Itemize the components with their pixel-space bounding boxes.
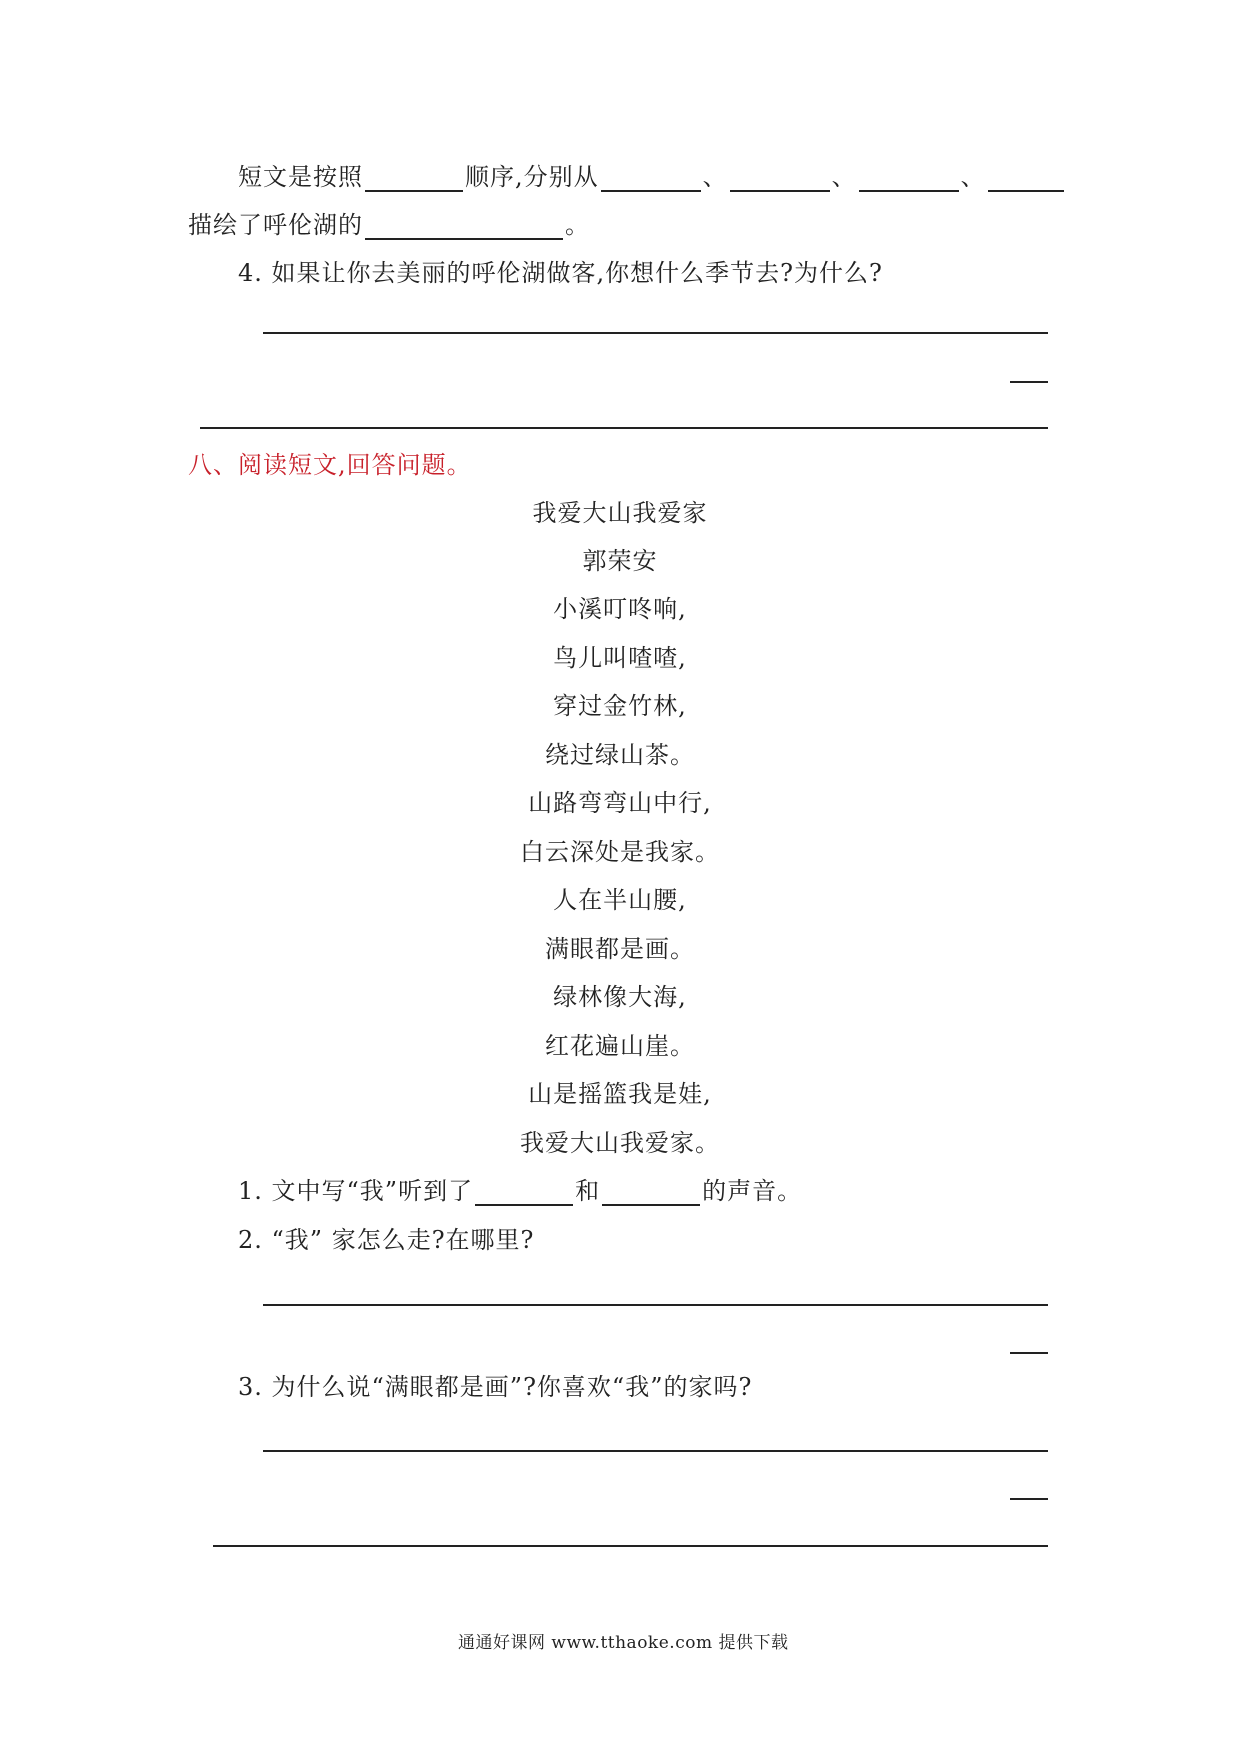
q1-text-b: 和 xyxy=(575,1177,601,1205)
separator: 、 xyxy=(960,163,986,191)
answer-line[interactable] xyxy=(263,332,1048,334)
answer-blank[interactable] xyxy=(365,212,563,240)
footer-credit: 通通好课网 www.tthaoke.com 提供下载 xyxy=(458,1633,789,1653)
poem-line: 满眼都是画。 xyxy=(545,935,695,963)
answer-blank[interactable] xyxy=(988,164,1064,192)
poem-line: 绕过绿山茶。 xyxy=(545,741,695,769)
poem-author: 郭荣安 xyxy=(582,547,658,575)
question-2: 2. “我” 家怎么走?在哪里? xyxy=(238,1226,535,1254)
answer-line-end[interactable] xyxy=(1010,1352,1048,1354)
question-1 xyxy=(238,1176,802,1206)
section-divider xyxy=(200,427,1048,429)
poem-line: 我爱大山我爱家。 xyxy=(520,1129,720,1157)
q3-text-end: 。 xyxy=(565,211,590,239)
separator: 、 xyxy=(831,163,857,191)
separator: 、 xyxy=(702,163,728,191)
answer-blank[interactable] xyxy=(365,164,463,192)
answer-blank[interactable] xyxy=(475,1178,573,1206)
q3-text-b: 顺序,分别从 xyxy=(465,163,599,191)
poem-line: 小溪叮咚响, xyxy=(553,595,687,623)
q3-fill-line-1 xyxy=(238,162,1066,192)
poem-line: 山路弯弯山中行, xyxy=(528,789,712,817)
question-4: 4. 如果让你去美丽的呼伦湖做客,你想什么季节去?为什么? xyxy=(238,259,883,287)
poem-title: 我爱大山我爱家 xyxy=(532,499,708,527)
q3-text-c: 描绘了呼伦湖的 xyxy=(188,211,363,239)
poem-line: 穿过金竹林, xyxy=(553,692,687,720)
answer-line[interactable] xyxy=(263,1450,1048,1452)
poem-line: 白云深处是我家。 xyxy=(520,838,720,866)
answer-line[interactable] xyxy=(213,1545,1048,1547)
answer-blank[interactable] xyxy=(602,1178,700,1206)
q3-fill-line-2 xyxy=(188,210,590,240)
answer-line[interactable] xyxy=(263,1304,1048,1306)
question-3: 3. 为什么说“满眼都是画”?你喜欢“我”的家吗? xyxy=(238,1373,753,1401)
poem-line: 人在半山腰, xyxy=(553,886,687,914)
poem-line: 鸟儿叫喳喳, xyxy=(553,644,687,672)
q1-text-c: 的声音。 xyxy=(702,1177,803,1205)
answer-line-end[interactable] xyxy=(1010,1498,1048,1500)
answer-blank[interactable] xyxy=(601,164,701,192)
q3-text-a: 短文是按照 xyxy=(238,163,363,191)
answer-line-end[interactable] xyxy=(1010,381,1048,383)
poem-line: 山是摇篮我是娃, xyxy=(528,1080,712,1108)
answer-blank[interactable] xyxy=(859,164,959,192)
poem-line: 红花遍山崖。 xyxy=(545,1032,695,1060)
section-heading: 八、阅读短文,回答问题。 xyxy=(188,451,472,479)
poem-line: 绿林像大海, xyxy=(553,983,687,1011)
answer-blank[interactable] xyxy=(730,164,830,192)
q1-text-a: 1. 文中写“我”听到了 xyxy=(238,1177,474,1205)
